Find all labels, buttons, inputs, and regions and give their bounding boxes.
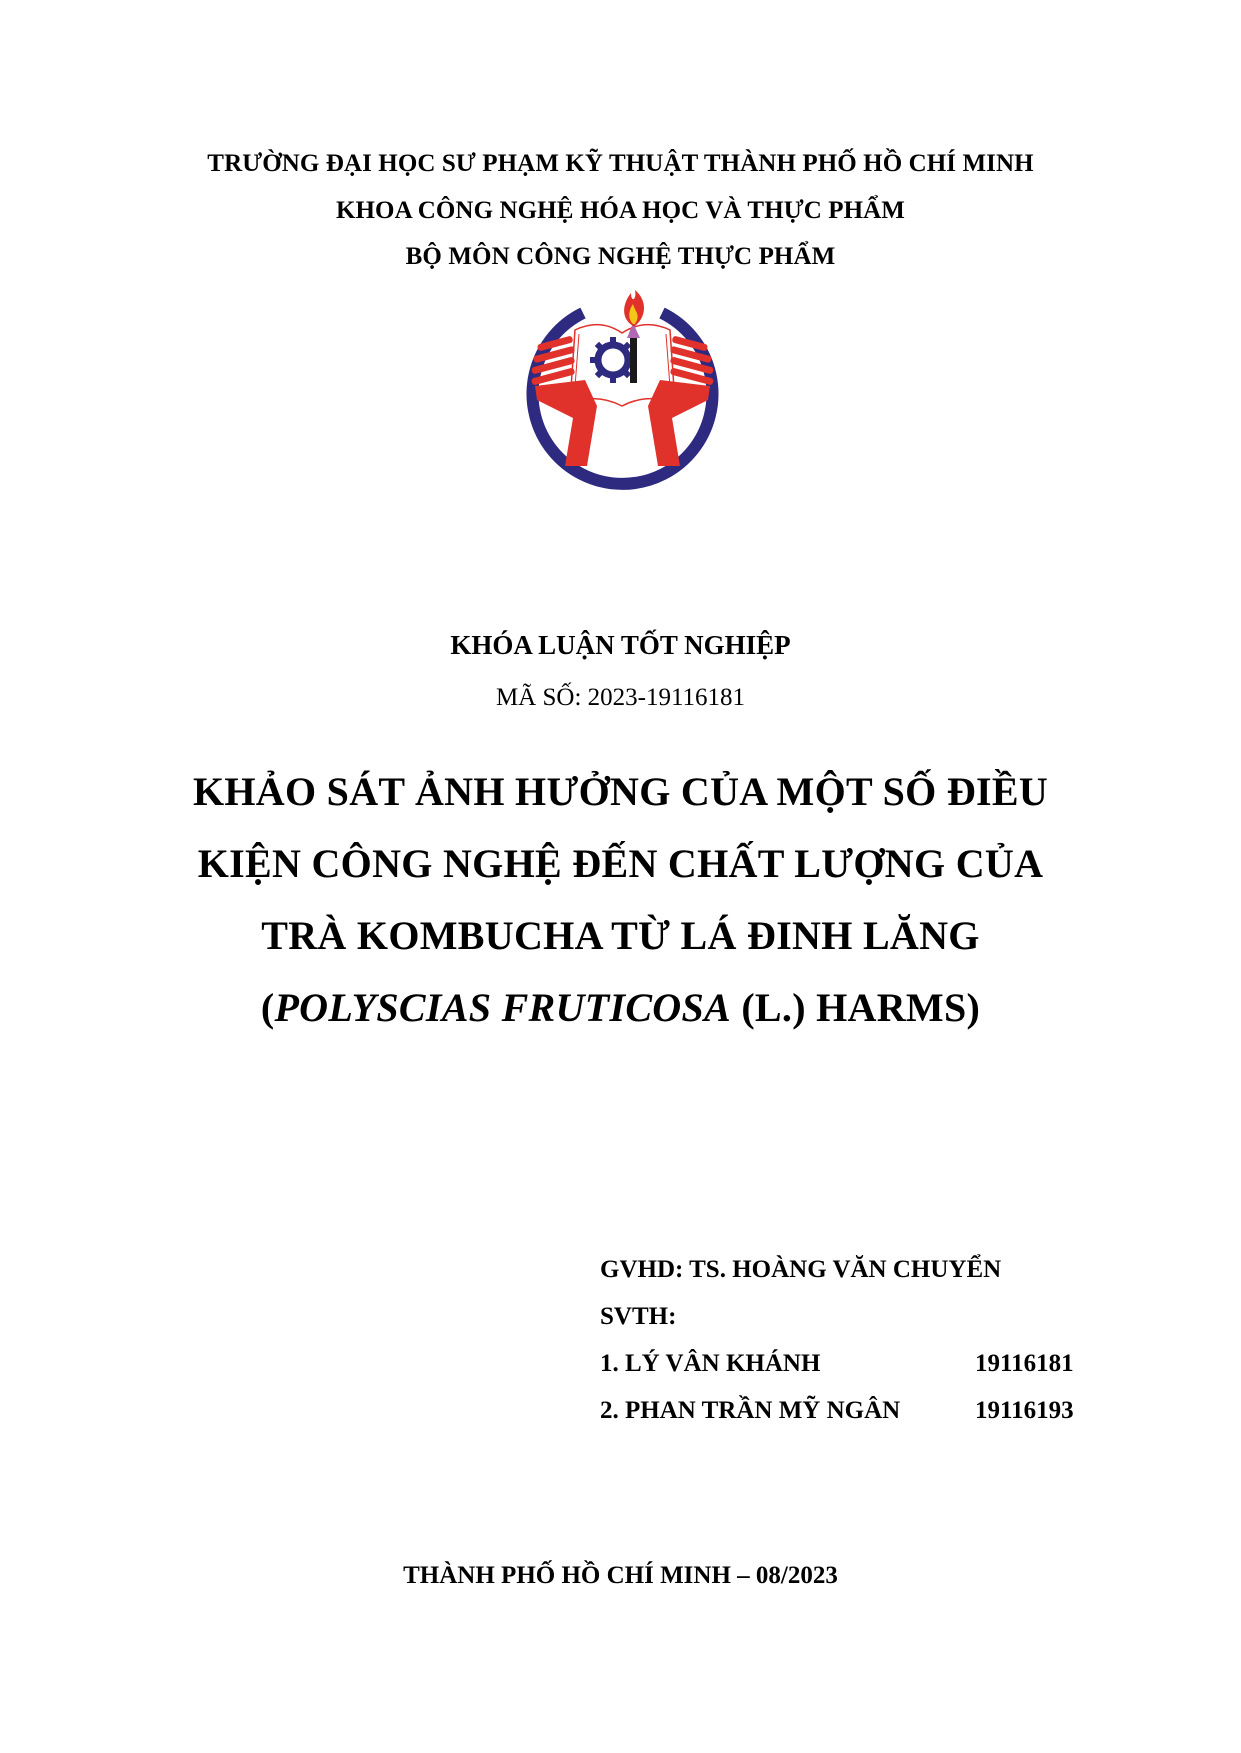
thesis-code: MÃ SỐ: 2023-19116181	[495, 684, 746, 711]
thesis-type: KHÓA LUẬN TỐT NGHIỆP	[450, 630, 791, 660]
species-authority: (L.) HARMS)	[731, 985, 981, 1030]
student-id: 19116193	[975, 1397, 1074, 1424]
department-name: BỘ MÔN CÔNG NGHỆ THỰC PHẨM	[405, 243, 836, 270]
place-date: THÀNH PHỐ HỒ CHÍ MINH – 08/2023	[403, 1562, 838, 1589]
student-row	[600, 1350, 1074, 1378]
student-name: 2. PHAN TRẦN MỸ NGÂN	[600, 1397, 901, 1424]
thesis-title-species	[0, 984, 1241, 1031]
thesis-title-line-2: KIỆN CÔNG NGHỆ ĐẾN CHẤT LƯỢNG CỦA	[197, 841, 1044, 886]
student-name: 1. LÝ VÂN KHÁNH	[600, 1350, 821, 1377]
university-name: TRƯỜNG ĐẠI HỌC SƯ PHẠM KỸ THUẬT THÀNH PHỐ HỒ CHÍ MINH	[207, 150, 1034, 177]
thesis-title-line-1: KHẢO SÁT ẢNH HƯỞNG CỦA MỘT SỐ ĐIỀU	[192, 769, 1049, 814]
species-open-paren: (	[260, 985, 275, 1030]
university-emblem-icon	[525, 288, 720, 493]
faculty-name: KHOA CÔNG NGHỆ HÓA HỌC VÀ THỰC PHẨM	[335, 197, 906, 224]
student-id: 19116181	[975, 1350, 1074, 1377]
students-label: SVTH:	[600, 1303, 677, 1330]
species-latin-name: POLYSCIAS FRUTICOSA	[274, 985, 732, 1030]
advisor: GVHD: TS. HOÀNG VĂN CHUYỂN	[600, 1256, 1002, 1283]
student-row	[600, 1397, 1074, 1425]
thesis-title-line-3: TRÀ KOMBUCHA TỪ LÁ ĐINH LĂNG	[261, 913, 980, 958]
